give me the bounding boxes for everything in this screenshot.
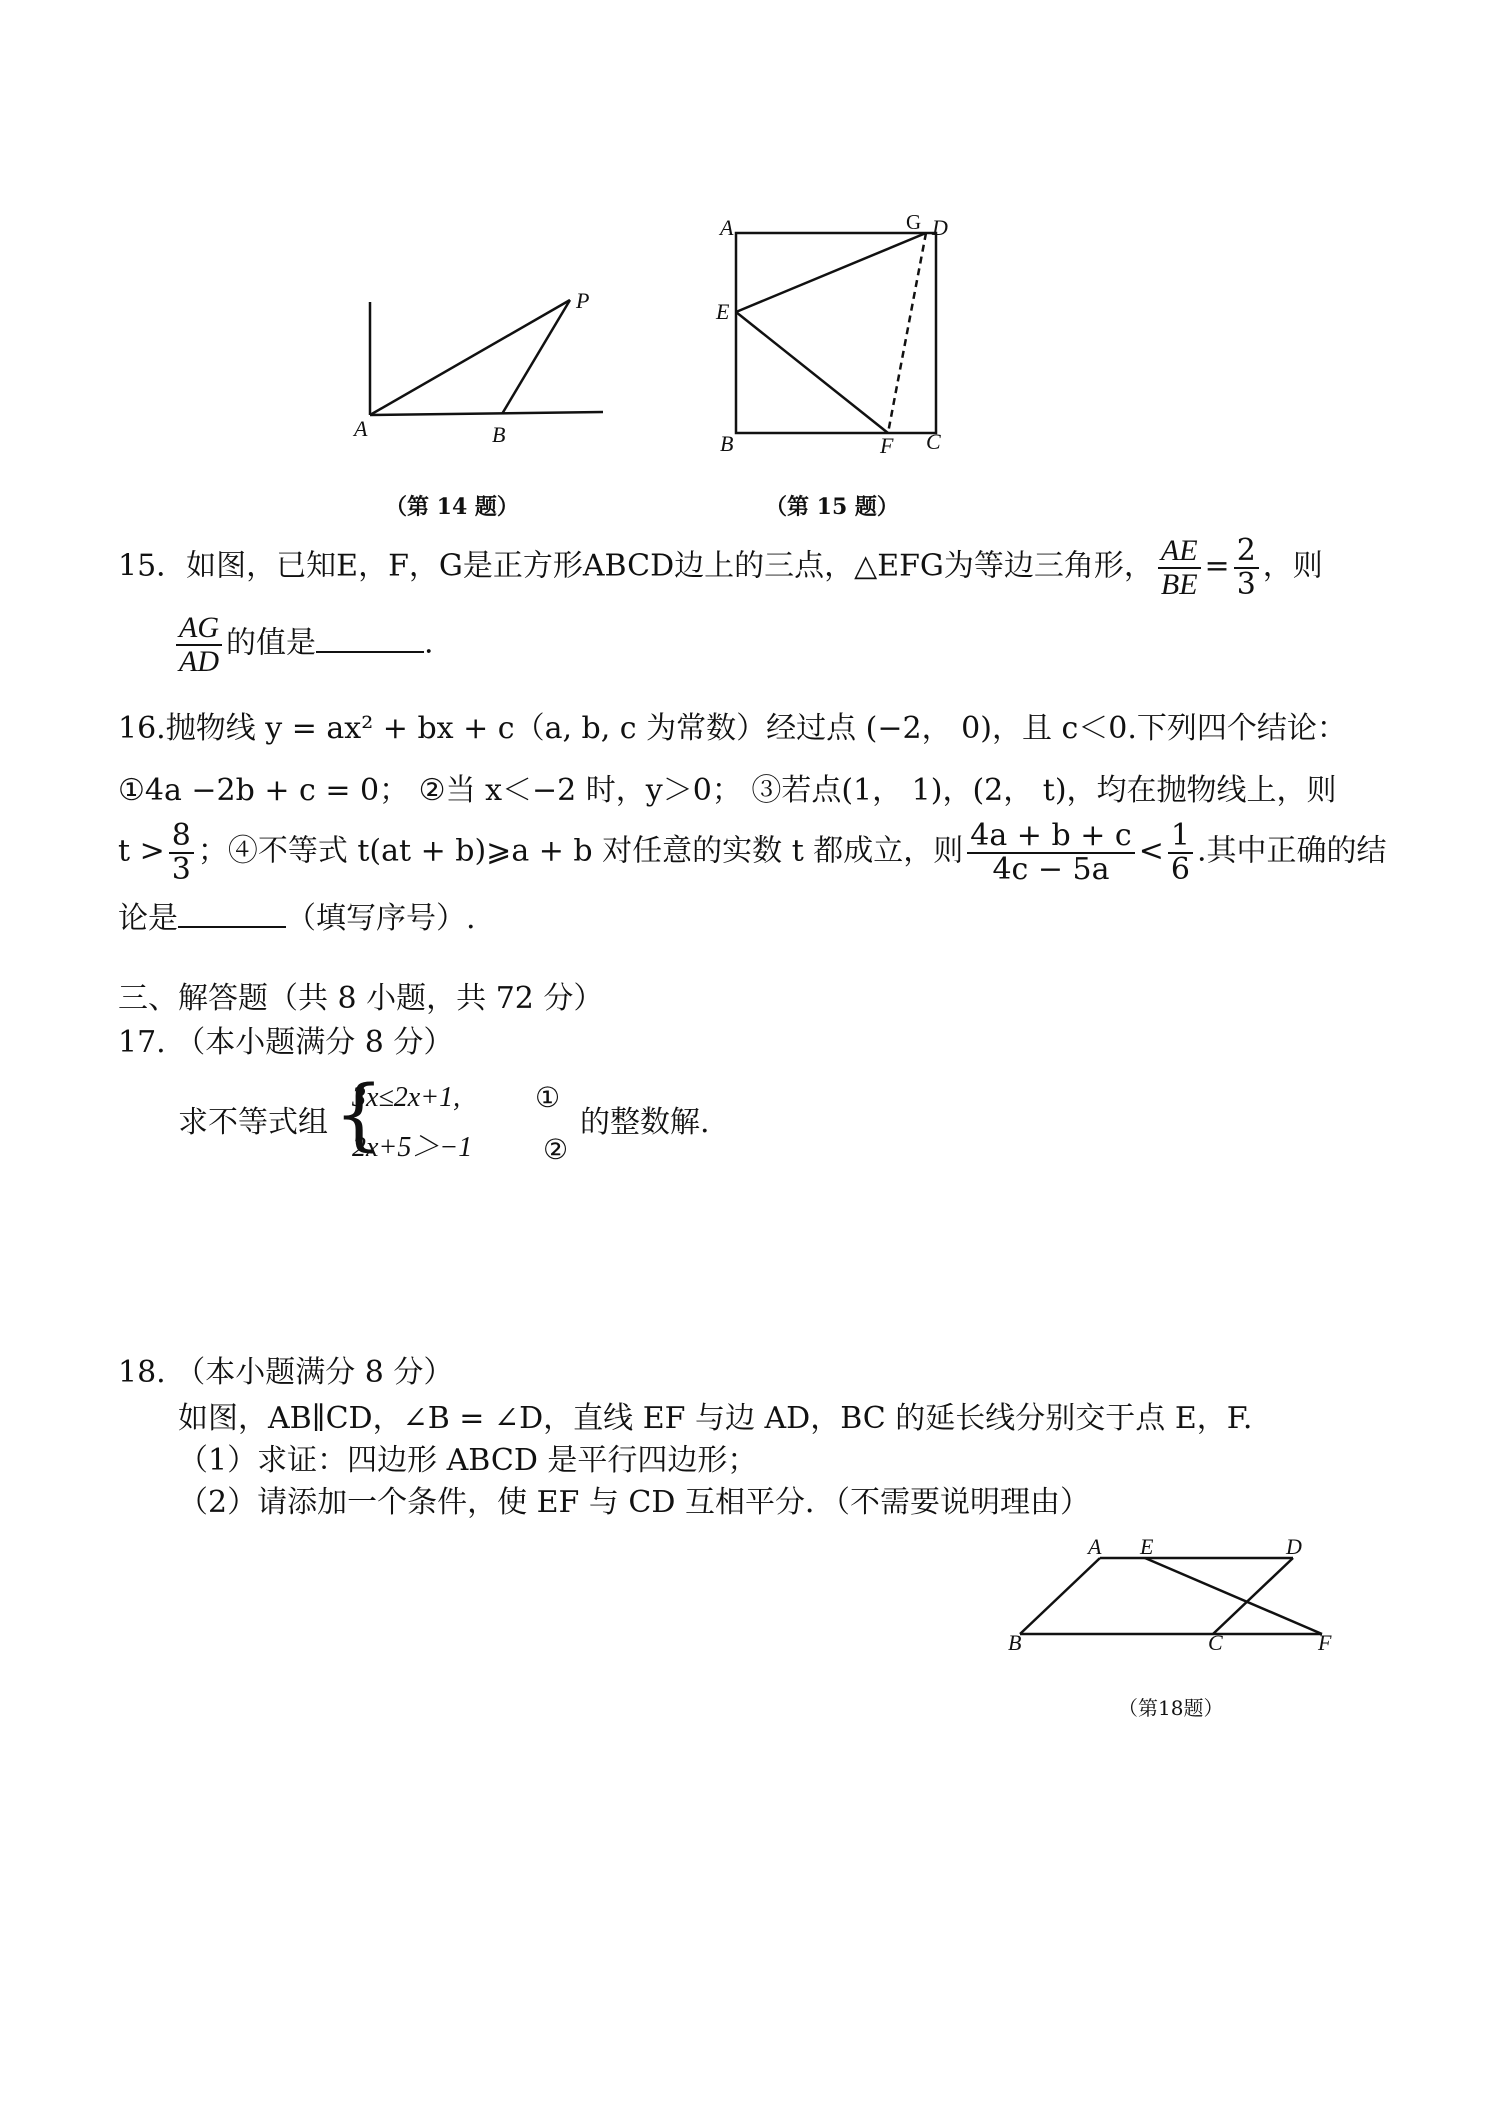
q16-line-3 xyxy=(118,820,1386,885)
fig15-label-f: F xyxy=(880,433,894,458)
q18-part-1: （1）求证：四边形 ABCD 是平行四边形； xyxy=(178,1443,758,1478)
q17-header: 17. （本小题满分 8 分） xyxy=(118,1025,454,1060)
q16-line3-start: t > xyxy=(118,833,165,869)
q17-inequality-1: 3x≤2x+1, xyxy=(352,1082,461,1113)
q18-line-1: 如图，AB∥CD，∠B = ∠D，直线 EF 与边 AD，BC 的延长线分别交于点 E，F. xyxy=(178,1401,1253,1436)
fig15-caption: （第 15 题） xyxy=(765,494,899,520)
q16-frac-num: 4a + b + c xyxy=(967,820,1134,854)
q15-frac-den: BE xyxy=(1160,567,1198,601)
q15-frac-num: AE xyxy=(1158,535,1201,569)
fig15-label-a: A xyxy=(720,215,734,240)
figure-15 xyxy=(710,205,960,458)
q16-line3-end: .其中正确的结 xyxy=(1196,833,1387,869)
figure-14 xyxy=(330,270,620,450)
fig18-segment-ab xyxy=(1020,1558,1100,1634)
q15-frac-num: 2 xyxy=(1234,535,1259,569)
q16-frac-num: 1 xyxy=(1168,820,1193,854)
fig15-segment-ef xyxy=(736,312,888,433)
q16-fraction-eight-thirds xyxy=(169,820,194,885)
q16-line-4 xyxy=(118,896,476,940)
fig15-segment-gf-dashed xyxy=(888,233,926,433)
fig18-label-a: A xyxy=(1088,1534,1102,1559)
fig14-segment-ab-ray xyxy=(370,412,603,415)
fig14-segment-bp xyxy=(502,300,570,414)
q16-less-than: < xyxy=(1138,833,1164,869)
q17-suffix: 的整数解. xyxy=(580,1105,710,1140)
q15-line2-end: . xyxy=(424,625,434,661)
q16-frac-den: 3 xyxy=(171,851,191,887)
q17-prompt: 求不等式组 xyxy=(178,1105,328,1140)
fig18-label-f: F xyxy=(1318,1630,1332,1655)
fig18-segment-ef xyxy=(1145,1558,1322,1634)
fig18-label-b: B xyxy=(1008,1630,1022,1655)
q16-frac-num: 8 xyxy=(169,820,194,854)
q15-frac-num: AG xyxy=(176,612,222,646)
fig18-label-d: D xyxy=(1286,1534,1302,1559)
q15-equals: = xyxy=(1204,548,1230,584)
q15-fraction-ag-ad xyxy=(176,612,222,677)
fig15-label-c: C xyxy=(926,429,941,454)
fig14-segment-ap xyxy=(370,300,570,415)
fig15-label-e: E xyxy=(716,299,730,324)
q15-frac-den: AD xyxy=(179,644,219,678)
figure-18 xyxy=(1000,1530,1340,1655)
fig15-segment-eg xyxy=(736,233,926,312)
q16-line4-end: （填写序号）. xyxy=(286,901,476,936)
q15-line2-text: 的值是 xyxy=(226,625,316,661)
q17-mark-1: ① xyxy=(535,1081,561,1114)
q18-header: 18. （本小题满分 8 分） xyxy=(118,1355,454,1390)
q15-line1-end: ，则 xyxy=(1262,548,1323,584)
q16-frac-den: 4c − 5a xyxy=(992,851,1110,887)
q15-fraction-ae-be xyxy=(1158,535,1201,600)
q17-brace: { xyxy=(334,1070,384,1160)
q15-fraction-two-thirds xyxy=(1234,535,1259,600)
fig18-label-e: E xyxy=(1140,1534,1154,1559)
q15-frac-den: 3 xyxy=(1236,566,1256,602)
fig15-label-d: D xyxy=(932,215,948,240)
q17-mark-2: ② xyxy=(543,1133,569,1166)
q16-line-2: ①4a −2b + c = 0； ②当 x＜−2 时，y＞0； ③若点(1， 1)，(2， t)，均在抛物线上，则 xyxy=(118,773,1337,808)
q18-part-2: （2）请添加一个条件，使 EF 与 CD 互相平分．（不需要说明理由） xyxy=(178,1485,1090,1520)
fig18-segment-cd xyxy=(1213,1558,1293,1634)
q17-inequality-2: 2x+5＞−1 xyxy=(352,1132,473,1163)
fig14-label-b: B xyxy=(492,422,506,447)
fig14-label-p: P xyxy=(576,288,590,313)
q15-answer-blank[interactable] xyxy=(316,621,424,653)
fig14-label-a: A xyxy=(354,416,368,441)
fig14-caption: （第 14 题） xyxy=(385,494,519,520)
q16-line-1: 16.抛物线 y = ax² + bx + c（a, b, c 为常数）经过点 (−2， 0)，且 c＜0.下列四个结论： xyxy=(118,711,1347,746)
fig15-label-g: G xyxy=(906,210,922,234)
fig18-label-c: C xyxy=(1208,1630,1223,1655)
q16-fraction-one-sixth xyxy=(1168,820,1193,885)
fig15-label-b: B xyxy=(720,431,734,456)
q15-text: 15．如图，已知E，F，G是正方形ABCD边上的三点，△EFG为等边三角形， xyxy=(118,548,1154,584)
q15-line-2 xyxy=(172,612,434,677)
section-3-title: 三、解答题（共 8 小题，共 72 分） xyxy=(118,981,604,1016)
fig18-caption: （第18题） xyxy=(1118,1696,1224,1720)
q16-line3-mid: ；④不等式 t(at + b)⩾a + b 对任意的实数 t 都成立，则 xyxy=(197,833,964,869)
q16-answer-blank[interactable] xyxy=(178,896,286,928)
q16-line4-start: 论是 xyxy=(118,901,178,936)
q16-fraction-expression xyxy=(967,820,1134,885)
q16-frac-den: 6 xyxy=(1170,851,1190,887)
q15-line-1 xyxy=(118,535,1323,600)
